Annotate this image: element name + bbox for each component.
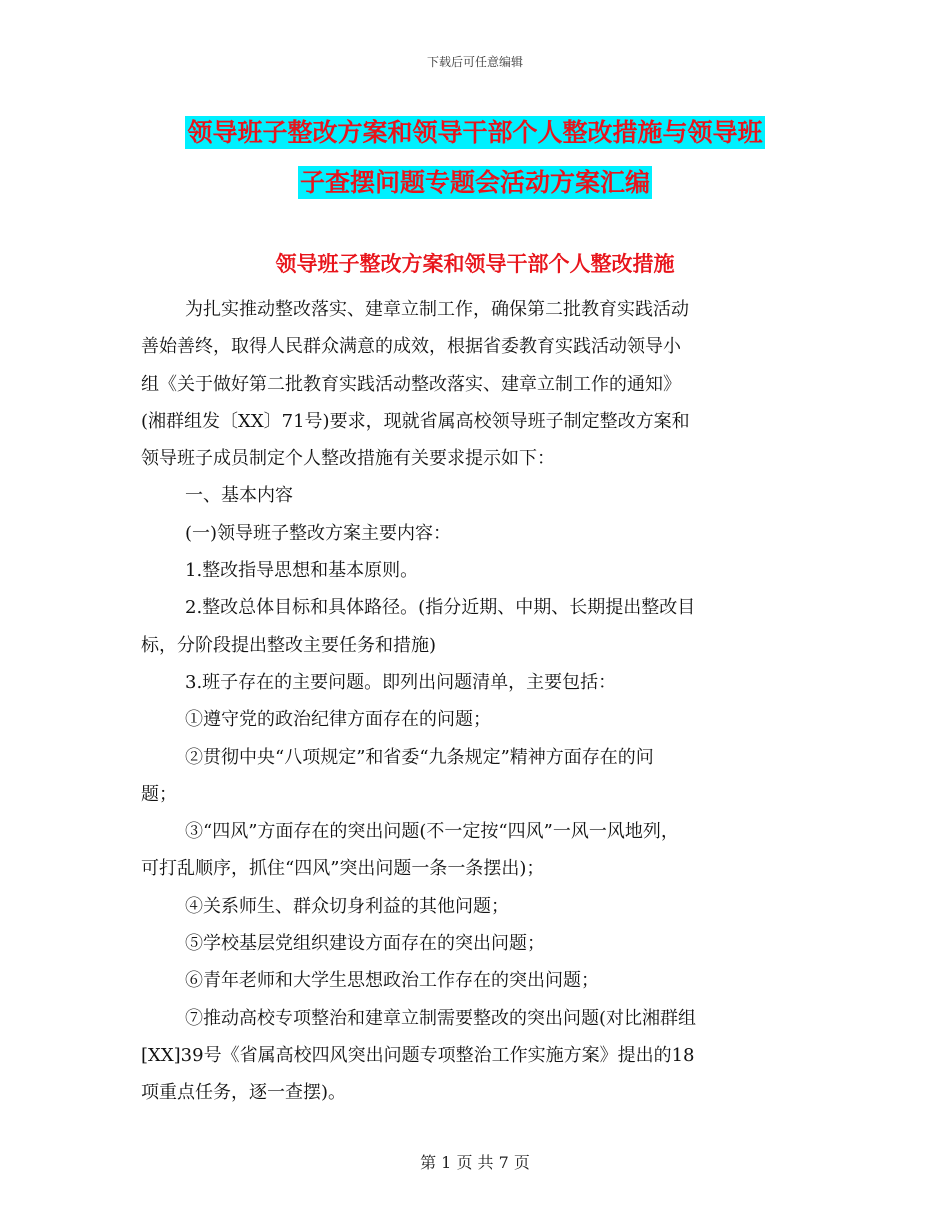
body-line: 一、基本内容 xyxy=(185,485,293,507)
body-line: ⑤学校基层党组织建设方面存在的突出问题； xyxy=(185,933,545,955)
body-line: ⑥青年老师和大学生思想政治工作存在的突出问题； xyxy=(185,970,599,992)
body-line: 题； xyxy=(141,783,177,805)
body-line: ⑦推动高校专项整治和建章立制需要整改的突出问题(对比湘群组 xyxy=(185,1007,697,1029)
body-line: ③“四风”方面存在的突出问题(不一定按“四风”一风一风地列， xyxy=(185,821,679,843)
document-body xyxy=(141,291,813,1112)
document-title-line-1: 领导班子整改方案和领导干部个人整改措施与领导班 xyxy=(187,118,763,147)
document-title xyxy=(140,108,810,208)
body-line: 标，分阶段提出整改主要任务和措施) xyxy=(141,634,437,656)
body-line: 组《关于做好第二批教育实践活动整改落实、建章立制工作的通知》 xyxy=(141,373,681,395)
body-line: ①遵守党的政治纪律方面存在的问题； xyxy=(185,709,491,731)
body-line: 项重点任务，逐一查摆)。 xyxy=(141,1082,347,1104)
body-line: 为扎实推动整改落实、建章立制工作，确保第二批教育实践活动 xyxy=(185,299,689,320)
body-line: 1.整改指导思想和基本原则。 xyxy=(185,560,419,582)
document-title-line-2: 子查摆问题专题会活动方案汇编 xyxy=(299,168,650,197)
body-line: ②贯彻中央“八项规定”和省委“九条规定”精神方面存在的问 xyxy=(185,746,654,768)
body-line: 3.班子存在的主要问题。即列出问题清单，主要包括： xyxy=(185,671,617,693)
section-title: 领导班子整改方案和领导干部个人整改措施 xyxy=(275,252,675,276)
body-line: (湘群组发〔XX〕71号)要求，现就省属高校领导班子制定整改方案和 xyxy=(141,410,690,432)
body-line: 善始善终，取得人民群众满意的成效，根据省委教育实践活动领导小 xyxy=(141,336,681,358)
body-line: 2.整改总体目标和具体路径。(指分近期、中期、长期提出整改目 xyxy=(185,597,696,619)
page-header-note: 下载后可任意编辑 xyxy=(426,55,523,69)
body-line: (一)领导班子整改方案主要内容： xyxy=(185,522,452,544)
body-line: ④关系师生、群众切身利益的其他问题； xyxy=(185,895,509,917)
body-line: 可打乱顺序，抓住“四风”突出问题一条一条摆出)； xyxy=(141,858,545,880)
body-line: 领导班子成员制定个人整改措施有关要求提示如下： xyxy=(141,448,555,470)
body-line: [XX]39号《省属高校四风突出问题专项整治工作实施方案》提出的18 xyxy=(141,1044,695,1066)
page-number: 第 1 页 共 7 页 xyxy=(420,1153,530,1172)
